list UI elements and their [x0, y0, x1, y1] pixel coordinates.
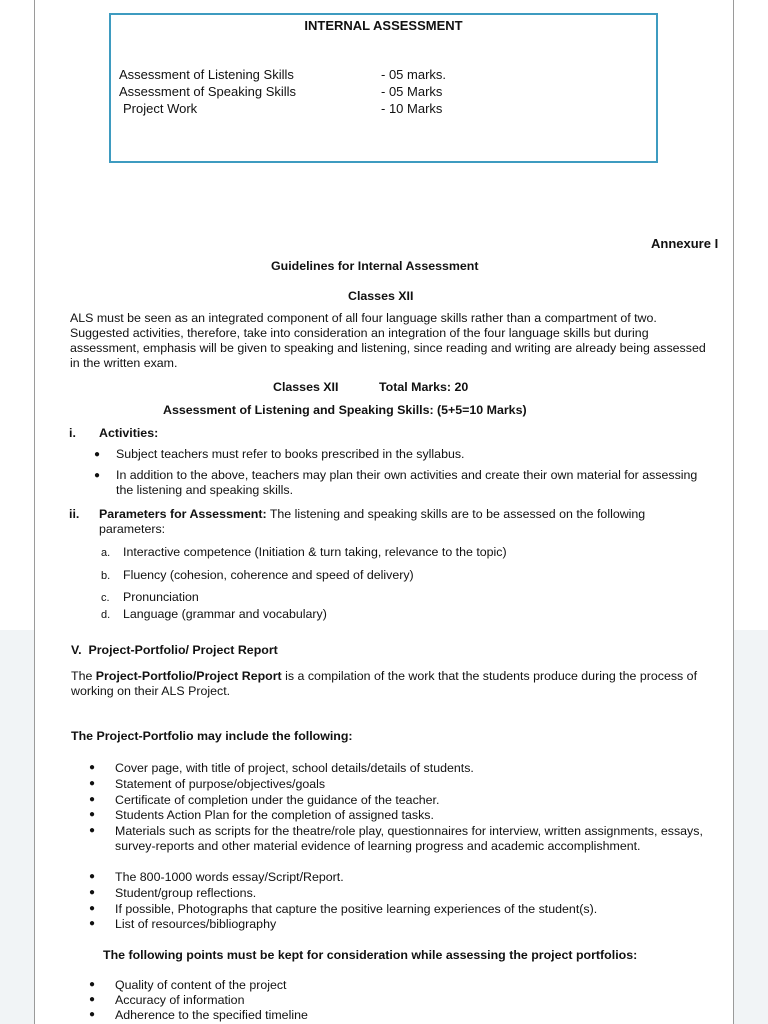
assessment-heading: Assessment of Listening and Speaking Skills: (5+5=10 Marks)	[163, 403, 527, 417]
intro-prefix: The	[71, 669, 96, 683]
bullet-icon: ●	[89, 871, 96, 882]
document-page	[34, 0, 734, 1024]
bullet-icon: ●	[89, 778, 96, 789]
bullet-icon: ●	[89, 994, 96, 1005]
portfolio-intro	[71, 669, 701, 699]
parameter-letter: b.	[101, 570, 111, 582]
section-ii-paragraph	[99, 507, 689, 537]
parameter-letter: c.	[101, 592, 110, 604]
consider-item: Accuracy of information	[115, 993, 245, 1007]
intro-bold: Project-Portfolio/Project Report	[95, 669, 282, 683]
bullet-icon: ●	[89, 903, 96, 914]
left-margin-shade	[0, 630, 34, 1024]
consider-item: Adherence to the specified timeline	[115, 1008, 308, 1022]
section-v-heading: V. Project-Portfolio/ Project Report	[71, 643, 278, 657]
portfolio-item: The 800-1000 words essay/Script/Report.	[115, 870, 344, 884]
parameter-letter: d.	[101, 609, 111, 621]
parameter-item: Interactive competence (Initiation & turn taking, relevance to the topic)	[123, 545, 507, 559]
box-row-marks: - 10 Marks	[381, 101, 443, 116]
portfolio-item: If possible, Photographs that capture the positive learning experiences of the student(s).	[115, 902, 598, 916]
intro-paragraph: ALS must be seen as an integrated component of all four language skills rather than a compartment of two. Suggested activities, therefore, take into consideration an integration of the four language skills but during assessment, emphasis will be given to speaking and listening, since reading and writing are already being assessed in the written exam.	[70, 311, 706, 370]
bullet-icon: ●	[89, 979, 96, 990]
include-heading: The Project-Portfolio may include the following:	[71, 729, 353, 743]
portfolio-item: Student/group reflections.	[115, 886, 257, 900]
bullet-icon: ●	[89, 825, 96, 836]
box-row-label: Assessment of Speaking Skills	[119, 84, 297, 99]
section-i-title: Activities:	[99, 426, 159, 440]
section-ii-text: The listening and speaking skills are to be assessed on the following parameters:	[99, 507, 646, 536]
section-ii-numeral: ii.	[69, 507, 80, 521]
portfolio-item: List of resources/bibliography	[115, 917, 277, 931]
parameter-item: Fluency (cohesion, coherence and speed of delivery)	[123, 568, 414, 582]
box-row-marks: - 05 marks.	[381, 67, 447, 82]
consider-heading: The following points must be kept for consideration while assessing the project portfolios:	[103, 948, 638, 962]
right-margin-shade	[734, 630, 768, 1024]
activity-item: Subject teachers must refer to books prescribed in the syllabus.	[116, 447, 465, 461]
box-row-label: Assessment of Listening Skills	[119, 67, 294, 82]
box-title: INTERNAL ASSESSMENT	[304, 18, 463, 33]
classes-heading: Classes XII	[348, 289, 414, 303]
bullet-icon: ●	[94, 470, 101, 481]
box-row-label: Project Work	[123, 101, 198, 116]
parameter-item: Language (grammar and vocabulary)	[123, 607, 327, 621]
bullet-icon: ●	[89, 1009, 96, 1020]
portfolio-item: Materials such as scripts for the theatre/role play, questionnaires for interview, written assignments, essays, survey-reports and other material evidence of learning progress and academic accomplishment.	[115, 824, 703, 853]
portfolio-item: Statement of purpose/objectives/goals	[115, 777, 326, 791]
intro-rest: is a compilation of the work that the students produce during the process of working on their ALS Project.	[71, 669, 698, 698]
parameter-letter: a.	[101, 547, 111, 559]
bullet-icon: ●	[89, 887, 96, 898]
classes-label: Classes XII	[273, 380, 339, 394]
consider-item: Quality of content of the project	[115, 978, 287, 992]
guidelines-title: Guidelines for Internal Assessment	[271, 259, 479, 273]
bullet-icon: ●	[89, 918, 96, 929]
bullet-icon: ●	[89, 762, 96, 773]
box-row-marks: - 05 Marks	[381, 84, 443, 99]
total-marks: Total Marks: 20	[379, 380, 469, 394]
section-i-numeral: i.	[69, 426, 76, 440]
bullet-icon: ●	[94, 449, 101, 460]
portfolio-item: Cover page, with title of project, school details/details of students.	[115, 761, 474, 775]
internal-assessment-box	[109, 13, 658, 163]
bullet-icon: ●	[89, 794, 96, 805]
portfolio-item: Students Action Plan for the completion of assigned tasks.	[115, 808, 434, 822]
bullet-icon: ●	[89, 809, 96, 820]
activity-item: In addition to the above, teachers may plan their own activities and create their own material for assessing the listening and speaking skills.	[116, 468, 698, 497]
annexure-label: Annexure I	[651, 236, 719, 251]
section-ii-title: Parameters for Assessment:	[99, 507, 267, 521]
portfolio-item: Certificate of completion under the guidance of the teacher.	[115, 793, 440, 807]
parameter-item: Pronunciation	[123, 590, 199, 604]
